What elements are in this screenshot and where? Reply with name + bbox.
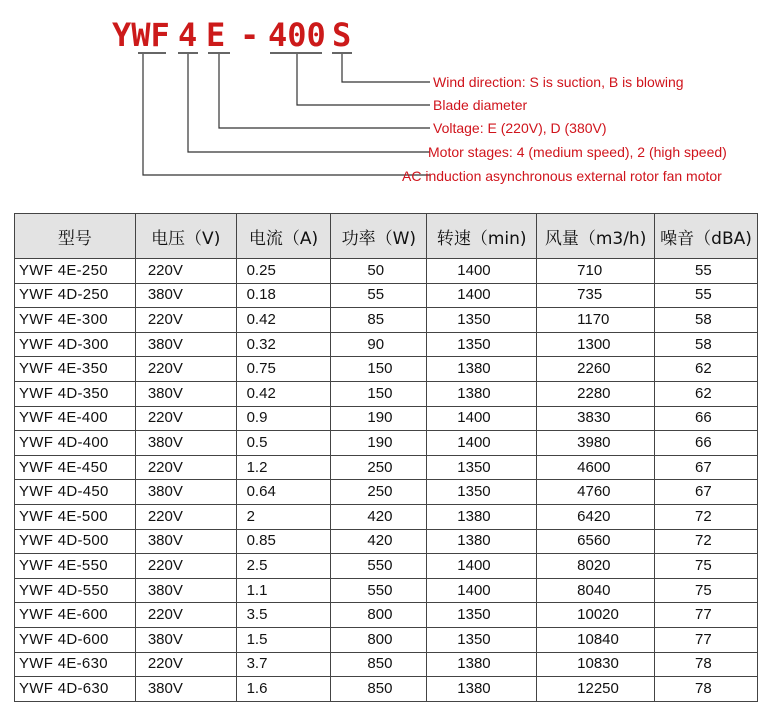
cell-airflow: 10840	[537, 627, 655, 652]
spec-table-body	[15, 259, 758, 702]
cell-airflow: 3980	[537, 431, 655, 456]
spec-table	[14, 213, 758, 702]
cell-power: 800	[331, 603, 427, 628]
cell-airflow: 4760	[537, 480, 655, 505]
cell-model: YWF 4E-250	[15, 259, 136, 284]
cell-model: YWF 4D-600	[15, 627, 136, 652]
cell-voltage: 220V	[135, 406, 236, 431]
cell-power: 850	[331, 652, 427, 677]
cell-current: 0.5	[236, 431, 331, 456]
cell-airflow: 2260	[537, 357, 655, 382]
cell-model: YWF 4E-600	[15, 603, 136, 628]
cell-speed: 1350	[427, 603, 537, 628]
cell-voltage: 380V	[135, 627, 236, 652]
cell-noise: 75	[655, 578, 758, 603]
cell-current: 2	[236, 504, 331, 529]
cell-model: YWF 4D-550	[15, 578, 136, 603]
cell-speed: 1350	[427, 308, 537, 333]
cell-voltage: 220V	[135, 603, 236, 628]
cell-voltage: 380V	[135, 332, 236, 357]
code-voltage: E	[206, 16, 226, 54]
cell-model: YWF 4E-350	[15, 357, 136, 382]
cell-airflow: 710	[537, 259, 655, 284]
cell-speed: 1380	[427, 504, 537, 529]
cell-power: 50	[331, 259, 427, 284]
cell-airflow: 8020	[537, 554, 655, 579]
cell-voltage: 380V	[135, 431, 236, 456]
cell-airflow: 6560	[537, 529, 655, 554]
cell-current: 0.75	[236, 357, 331, 382]
cell-airflow: 6420	[537, 504, 655, 529]
cell-power: 250	[331, 480, 427, 505]
cell-speed: 1400	[427, 578, 537, 603]
cell-noise: 78	[655, 652, 758, 677]
cell-voltage: 380V	[135, 677, 236, 702]
cell-noise: 77	[655, 627, 758, 652]
code-blade-diameter: 400	[268, 16, 326, 54]
cell-voltage: 380V	[135, 381, 236, 406]
cell-power: 190	[331, 406, 427, 431]
cell-airflow: 12250	[537, 677, 655, 702]
cell-voltage: 380V	[135, 578, 236, 603]
table-header-row	[15, 214, 758, 259]
table-row	[15, 406, 758, 431]
table-row	[15, 259, 758, 284]
cell-speed: 1400	[427, 431, 537, 456]
cell-airflow: 3830	[537, 406, 655, 431]
legend-series: AC induction asynchronous external rotor fan motor	[402, 168, 722, 184]
cell-voltage: 380V	[135, 480, 236, 505]
cell-airflow: 1300	[537, 332, 655, 357]
cell-model: YWF 4D-250	[15, 283, 136, 308]
cell-airflow: 8040	[537, 578, 655, 603]
legend-voltage: Voltage: E (220V), D (380V)	[433, 120, 607, 136]
cell-power: 420	[331, 504, 427, 529]
header-noise: 噪音（dBA)	[655, 214, 758, 259]
table-row	[15, 283, 758, 308]
table-row	[15, 504, 758, 529]
cell-current: 3.7	[236, 652, 331, 677]
cell-model: YWF 4D-300	[15, 332, 136, 357]
header-current: 电流（A)	[236, 214, 331, 259]
cell-current: 0.9	[236, 406, 331, 431]
cell-speed: 1350	[427, 332, 537, 357]
cell-noise: 72	[655, 504, 758, 529]
cell-airflow: 10020	[537, 603, 655, 628]
cell-speed: 1400	[427, 283, 537, 308]
cell-model: YWF 4E-630	[15, 652, 136, 677]
table-row	[15, 308, 758, 333]
cell-model: YWF 4D-630	[15, 677, 136, 702]
header-voltage: 电压（V)	[135, 214, 236, 259]
code-dash: -	[240, 16, 260, 54]
cell-power: 85	[331, 308, 427, 333]
cell-current: 2.5	[236, 554, 331, 579]
legend-wind-direction: Wind direction: S is suction, B is blowing	[433, 74, 684, 90]
cell-power: 800	[331, 627, 427, 652]
cell-current: 0.42	[236, 308, 331, 333]
cell-speed: 1380	[427, 677, 537, 702]
cell-speed: 1380	[427, 652, 537, 677]
cell-noise: 78	[655, 677, 758, 702]
cell-model: YWF 4E-450	[15, 455, 136, 480]
cell-power: 850	[331, 677, 427, 702]
table-row	[15, 603, 758, 628]
cell-speed: 1350	[427, 627, 537, 652]
cell-current: 0.18	[236, 283, 331, 308]
cell-noise: 66	[655, 431, 758, 456]
leader-motor-stages	[188, 54, 430, 152]
header-speed: 转速（min)	[427, 214, 537, 259]
table-row	[15, 578, 758, 603]
cell-current: 0.32	[236, 332, 331, 357]
cell-power: 190	[331, 431, 427, 456]
cell-voltage: 220V	[135, 308, 236, 333]
cell-speed: 1350	[427, 480, 537, 505]
header-power: 功率（W)	[331, 214, 427, 259]
leader-wind-direction	[342, 54, 430, 82]
table-row	[15, 455, 758, 480]
cell-airflow: 10830	[537, 652, 655, 677]
cell-voltage: 220V	[135, 652, 236, 677]
table-row	[15, 554, 758, 579]
leader-series	[143, 54, 430, 175]
cell-noise: 55	[655, 283, 758, 308]
header-model: 型号	[15, 214, 136, 259]
cell-current: 1.2	[236, 455, 331, 480]
cell-power: 420	[331, 529, 427, 554]
table-row	[15, 431, 758, 456]
code-motor-stages: 4	[178, 16, 198, 54]
table-row	[15, 381, 758, 406]
cell-current: 0.42	[236, 381, 331, 406]
cell-power: 55	[331, 283, 427, 308]
cell-speed: 1380	[427, 529, 537, 554]
cell-airflow: 735	[537, 283, 655, 308]
cell-noise: 72	[655, 529, 758, 554]
table-row	[15, 652, 758, 677]
cell-current: 1.1	[236, 578, 331, 603]
cell-noise: 58	[655, 308, 758, 333]
cell-speed: 1400	[427, 406, 537, 431]
table-row	[15, 529, 758, 554]
cell-model: YWF 4E-300	[15, 308, 136, 333]
cell-noise: 62	[655, 357, 758, 382]
table-row	[15, 332, 758, 357]
cell-power: 550	[331, 578, 427, 603]
cell-voltage: 220V	[135, 357, 236, 382]
cell-voltage: 220V	[135, 259, 236, 284]
cell-power: 250	[331, 455, 427, 480]
cell-model: YWF 4D-350	[15, 381, 136, 406]
leader-blade-diameter	[297, 54, 430, 105]
cell-power: 90	[331, 332, 427, 357]
cell-current: 1.6	[236, 677, 331, 702]
table-row	[15, 677, 758, 702]
cell-voltage: 220V	[135, 504, 236, 529]
cell-noise: 77	[655, 603, 758, 628]
table-row	[15, 480, 758, 505]
table-row	[15, 357, 758, 382]
cell-model: YWF 4D-450	[15, 480, 136, 505]
table-row	[15, 627, 758, 652]
cell-voltage: 380V	[135, 529, 236, 554]
legend-motor-stages: Motor stages: 4 (medium speed), 2 (high speed)	[428, 144, 727, 160]
header-airflow: 风量（m3/h)	[537, 214, 655, 259]
cell-model: YWF 4E-500	[15, 504, 136, 529]
cell-noise: 62	[655, 381, 758, 406]
cell-noise: 66	[655, 406, 758, 431]
cell-speed: 1380	[427, 357, 537, 382]
cell-voltage: 380V	[135, 283, 236, 308]
cell-voltage: 220V	[135, 455, 236, 480]
cell-speed: 1380	[427, 381, 537, 406]
cell-airflow: 2280	[537, 381, 655, 406]
cell-model: YWF 4E-550	[15, 554, 136, 579]
cell-current: 0.64	[236, 480, 331, 505]
cell-current: 0.25	[236, 259, 331, 284]
cell-current: 3.5	[236, 603, 331, 628]
cell-current: 0.85	[236, 529, 331, 554]
cell-noise: 55	[655, 259, 758, 284]
cell-power: 150	[331, 381, 427, 406]
leader-voltage	[219, 54, 430, 128]
cell-model: YWF 4E-400	[15, 406, 136, 431]
cell-noise: 75	[655, 554, 758, 579]
cell-airflow: 4600	[537, 455, 655, 480]
cell-noise: 67	[655, 480, 758, 505]
cell-speed: 1400	[427, 259, 537, 284]
cell-model: YWF 4D-400	[15, 431, 136, 456]
legend-blade-diameter: Blade diameter	[433, 97, 528, 113]
cell-speed: 1350	[427, 455, 537, 480]
cell-power: 550	[331, 554, 427, 579]
cell-model: YWF 4D-500	[15, 529, 136, 554]
model-code-diagram	[0, 0, 758, 200]
cell-airflow: 1170	[537, 308, 655, 333]
code-series-ywf: YWF	[112, 16, 170, 54]
cell-current: 1.5	[236, 627, 331, 652]
code-wind-direction: S	[332, 16, 352, 54]
cell-noise: 58	[655, 332, 758, 357]
cell-voltage: 220V	[135, 554, 236, 579]
cell-power: 150	[331, 357, 427, 382]
cell-noise: 67	[655, 455, 758, 480]
cell-speed: 1400	[427, 554, 537, 579]
